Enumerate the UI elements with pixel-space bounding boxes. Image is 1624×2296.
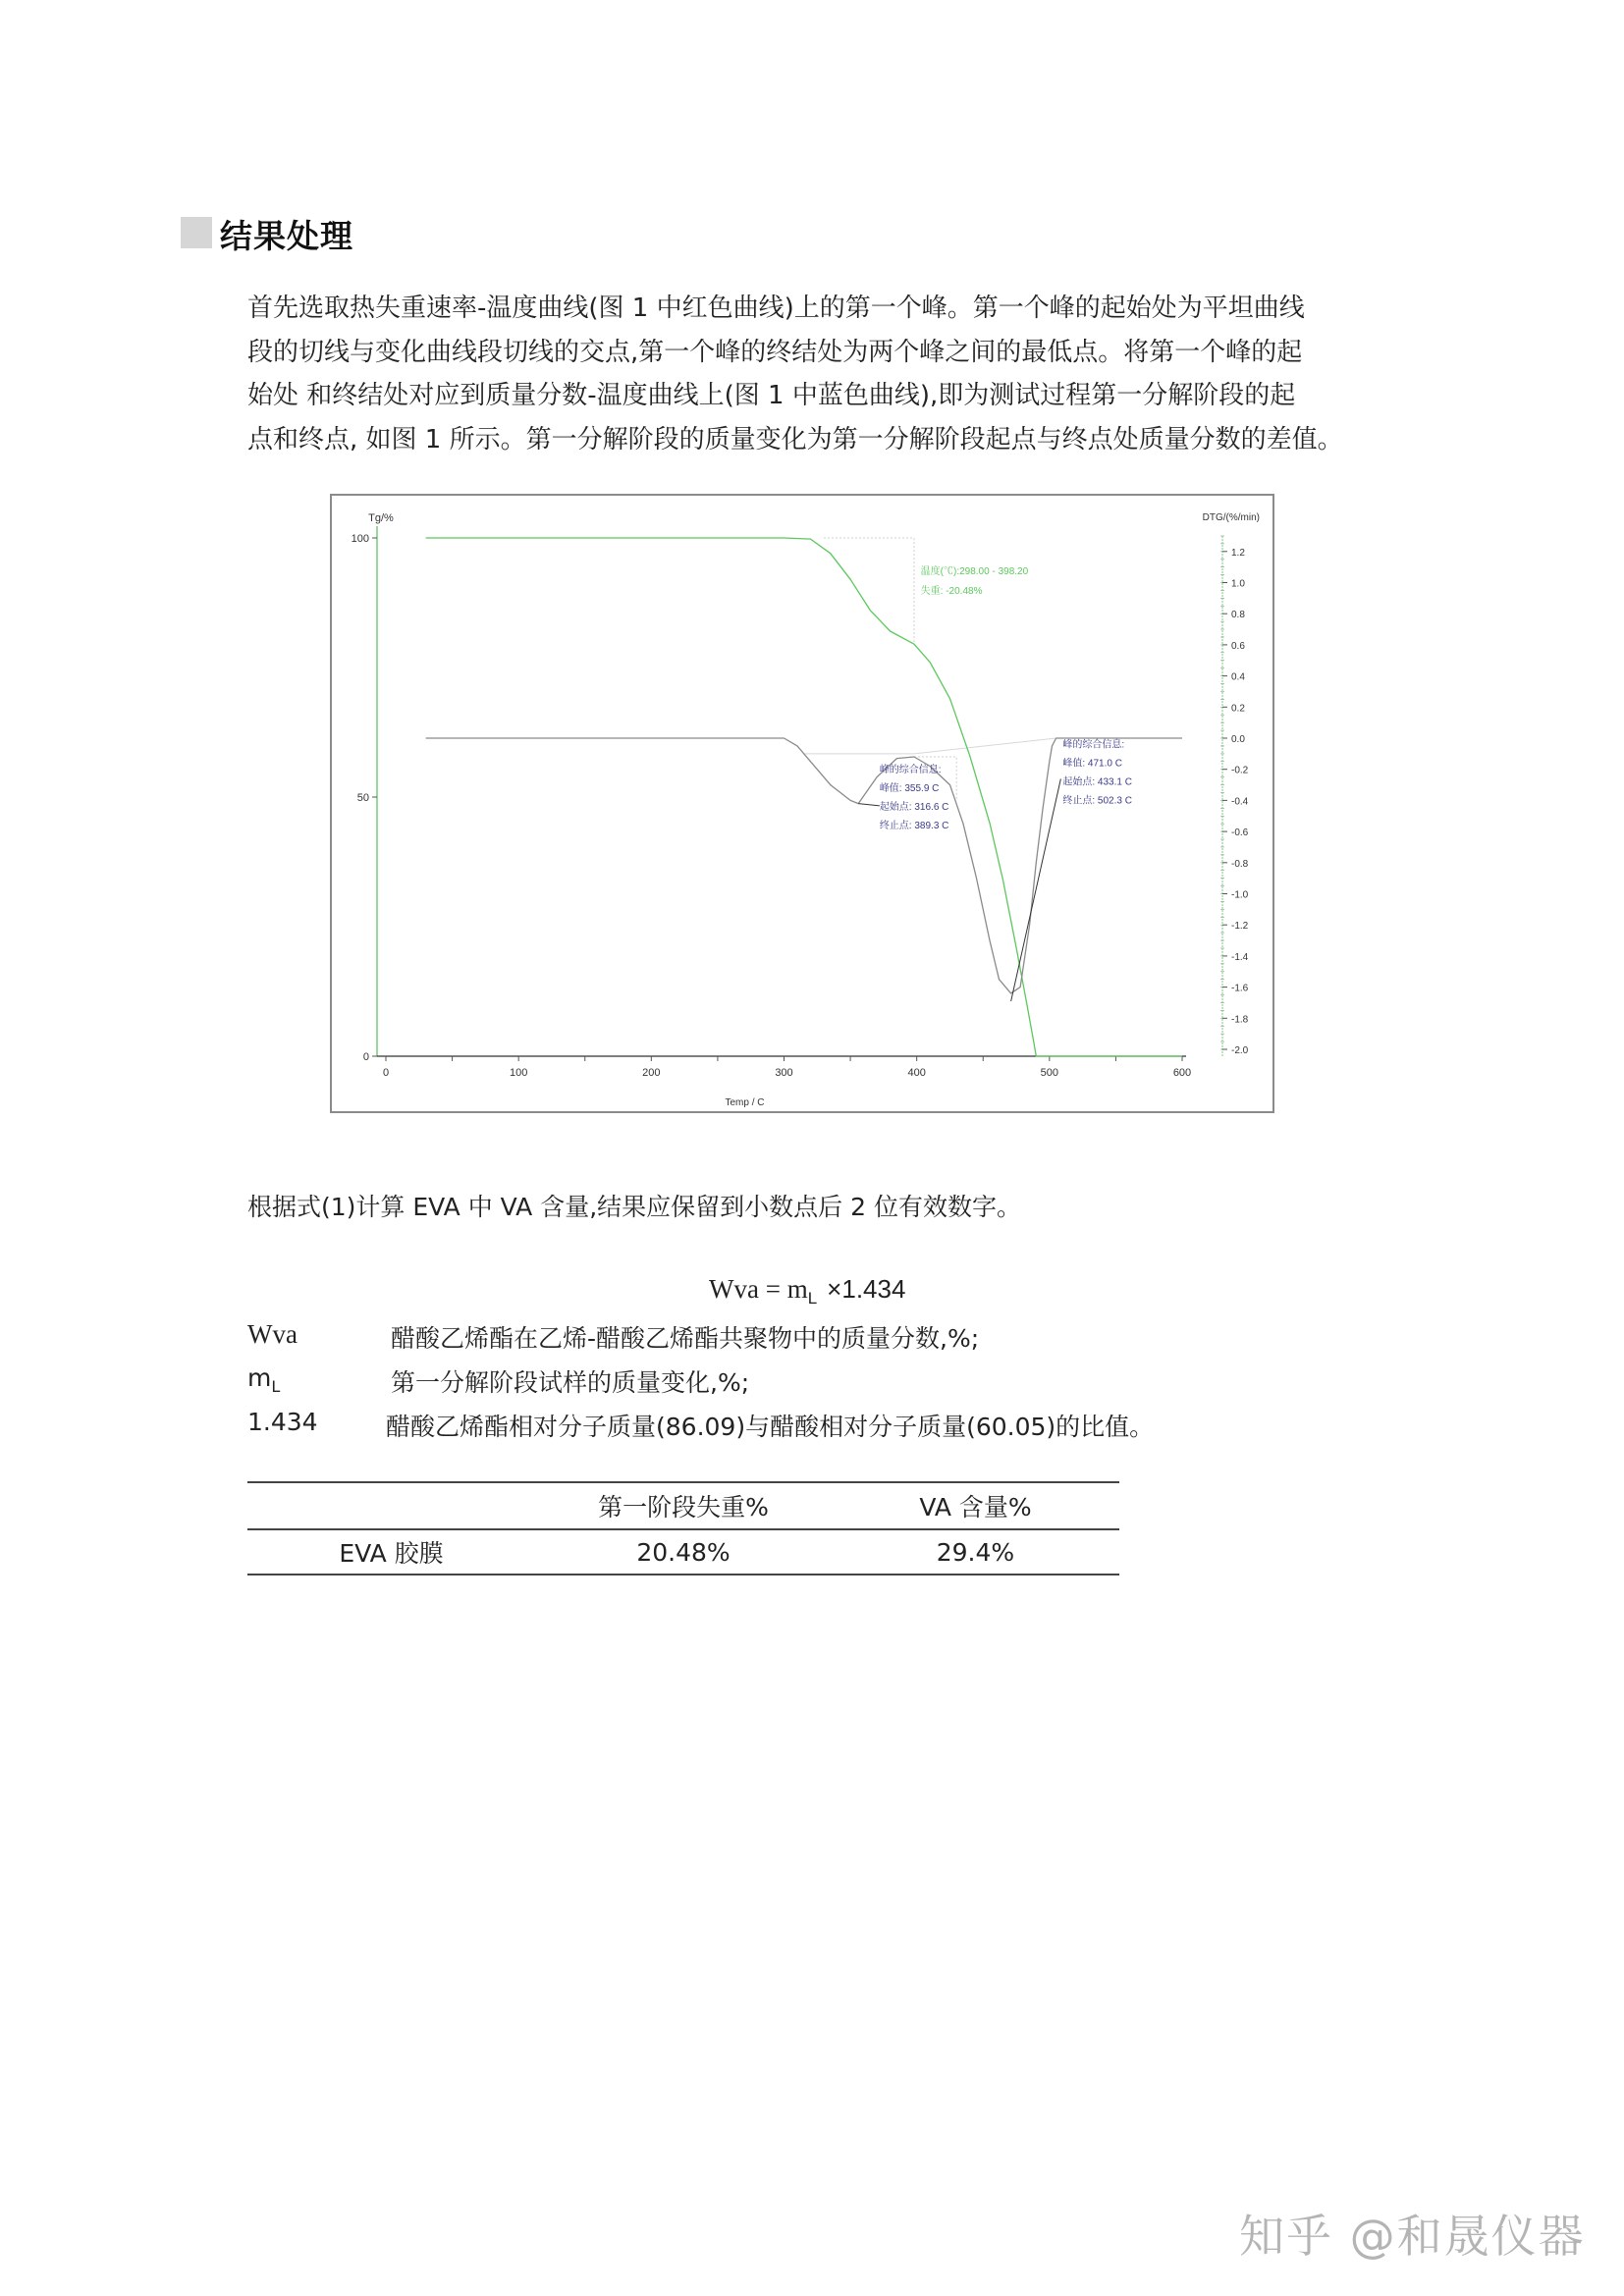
peak2-info: 起始点: 433.1 C — [1062, 776, 1132, 788]
formula-subscript: L — [807, 1289, 818, 1308]
y-tick-label: 100 — [351, 533, 369, 545]
results-table — [247, 1481, 1119, 1575]
peak2-info: 峰的综合信息: — [1062, 739, 1125, 751]
definition-text: 醋酸乙烯酯在乙烯-醋酸乙烯酯共聚物中的质量分数,%; — [391, 1324, 980, 1353]
right-tick-label: -1.0 — [1231, 889, 1249, 901]
right-tick-label: 0.2 — [1231, 703, 1245, 715]
definition-symbol — [247, 1363, 280, 1396]
tga-chart — [330, 494, 1274, 1113]
definition-text: 醋酸乙烯酯相对分子质量(86.09)与醋酸相对分子质量(60.05)的比值。 — [386, 1413, 1155, 1441]
right-tick-label: -0.4 — [1231, 796, 1249, 808]
definition-symbol: Wva — [247, 1319, 298, 1349]
right-tick-label: 0.4 — [1231, 671, 1245, 683]
table-row — [247, 1529, 1119, 1575]
paragraph-line: 点和终点, 如图 1 所示。第一分解阶段的质量变化为第一分解阶段起点与终点处质量分数的差值。 — [247, 424, 1343, 454]
x-tick-label: 100 — [509, 1067, 528, 1079]
peak1-info: 起始点: 316.6 C — [879, 801, 949, 813]
y-tick-label: 50 — [356, 792, 369, 804]
x-tick-label: 0 — [382, 1067, 390, 1079]
x-tick-label: 600 — [1172, 1067, 1192, 1079]
chart-guides — [804, 538, 1056, 800]
right-tick-label: -1.4 — [1231, 951, 1249, 963]
right-tick-label: -0.8 — [1231, 858, 1249, 870]
definition-symbol-sub: L — [271, 1377, 281, 1396]
right-tick-label: -2.0 — [1231, 1045, 1249, 1056]
right-tick-label: 0.6 — [1231, 640, 1245, 652]
peak1-info: 峰的综合信息: — [879, 764, 942, 775]
definition-row — [247, 1408, 1524, 1441]
tg-range-loss: 失重: -20.48% — [920, 586, 983, 598]
table-header-row — [247, 1482, 1119, 1529]
x-tick-label: 500 — [1040, 1067, 1059, 1079]
x-tick-label: 300 — [775, 1067, 793, 1079]
section-marker — [181, 217, 212, 248]
formula-lhs: Wva = m — [709, 1274, 808, 1304]
tga-chart-plot — [332, 496, 1272, 1111]
right-tick-label: 1.2 — [1231, 547, 1245, 559]
table-header-cell — [247, 1482, 535, 1529]
right-tick-label: -1.8 — [1231, 1014, 1249, 1026]
paragraph-line: 段的切线与变化曲线段切线的交点,第一个峰的终结处为两个峰之间的最低点。将第一个峰的起 — [247, 337, 1303, 367]
definition-text: 第一分解阶段试样的质量变化,%; — [391, 1368, 750, 1397]
section-title: 结果处理 — [220, 217, 353, 255]
chart-axes — [352, 512, 1260, 1108]
formula — [709, 1274, 905, 1308]
watermark: 知乎 @和晟仪器 — [1239, 2210, 1586, 2263]
right-tick-label: 0.8 — [1231, 610, 1245, 621]
y-axis-label-left: Tg/% — [368, 512, 394, 524]
calc-instruction: 根据式(1)计算 EVA 中 VA 含量,结果应保留到小数点后 2 位有效数字。 — [247, 1193, 1021, 1221]
right-tick-label: 1.0 — [1231, 578, 1245, 590]
definition-symbol: 1.434 — [247, 1408, 318, 1436]
right-tick-label: 0.0 — [1231, 734, 1245, 745]
x-tick-label: 200 — [642, 1067, 661, 1079]
paragraph-line: 首先选取热失重速率-温度曲线(图 1 中红色曲线)上的第一个峰。第一个峰的起始处为平坦曲线 — [247, 294, 1305, 323]
definition-row — [247, 1363, 1426, 1397]
peak2-info: 峰值: 471.0 C — [1062, 758, 1122, 770]
peak2-info: 终止点: 502.3 C — [1062, 795, 1132, 807]
right-tick-label: -1.2 — [1231, 921, 1249, 933]
table-cell: 29.4% — [936, 1537, 1015, 1567]
table-cell: 20.48% — [636, 1537, 731, 1567]
x-tick-label: 400 — [907, 1067, 926, 1079]
definition-row — [247, 1319, 1426, 1353]
peak1-info: 峰值: 355.9 C — [879, 782, 940, 794]
x-axis-label: Temp / C — [725, 1097, 765, 1108]
right-tick-label: -1.6 — [1231, 983, 1249, 994]
table-cell: EVA 胶膜 — [339, 1539, 444, 1568]
table-header-cell: VA 含量% — [832, 1482, 1119, 1529]
method-paragraph — [247, 287, 1426, 461]
paragraph-line: 始处 和终结处对应到质量分数-温度曲线上(图 1 中蓝色曲线),即为测试过程第一分解阶段的起 — [247, 381, 1296, 410]
table-header-cell: 第一阶段失重% — [535, 1482, 832, 1529]
formula-rhs: ×1.434 — [827, 1274, 906, 1304]
definition-symbol-base: m — [247, 1363, 272, 1392]
y-axis-label-right: DTG/(%/min) — [1202, 512, 1260, 523]
chart-annotations — [858, 564, 1132, 1001]
right-tick-label: -0.2 — [1231, 765, 1249, 776]
peak1-info: 终止点: 389.3 C — [879, 820, 949, 831]
y-tick-label: 0 — [362, 1051, 369, 1063]
right-tick-label: -0.6 — [1231, 828, 1249, 839]
tg-range-temp: 温度(℃):298.00 - 398.20 — [920, 565, 1029, 577]
